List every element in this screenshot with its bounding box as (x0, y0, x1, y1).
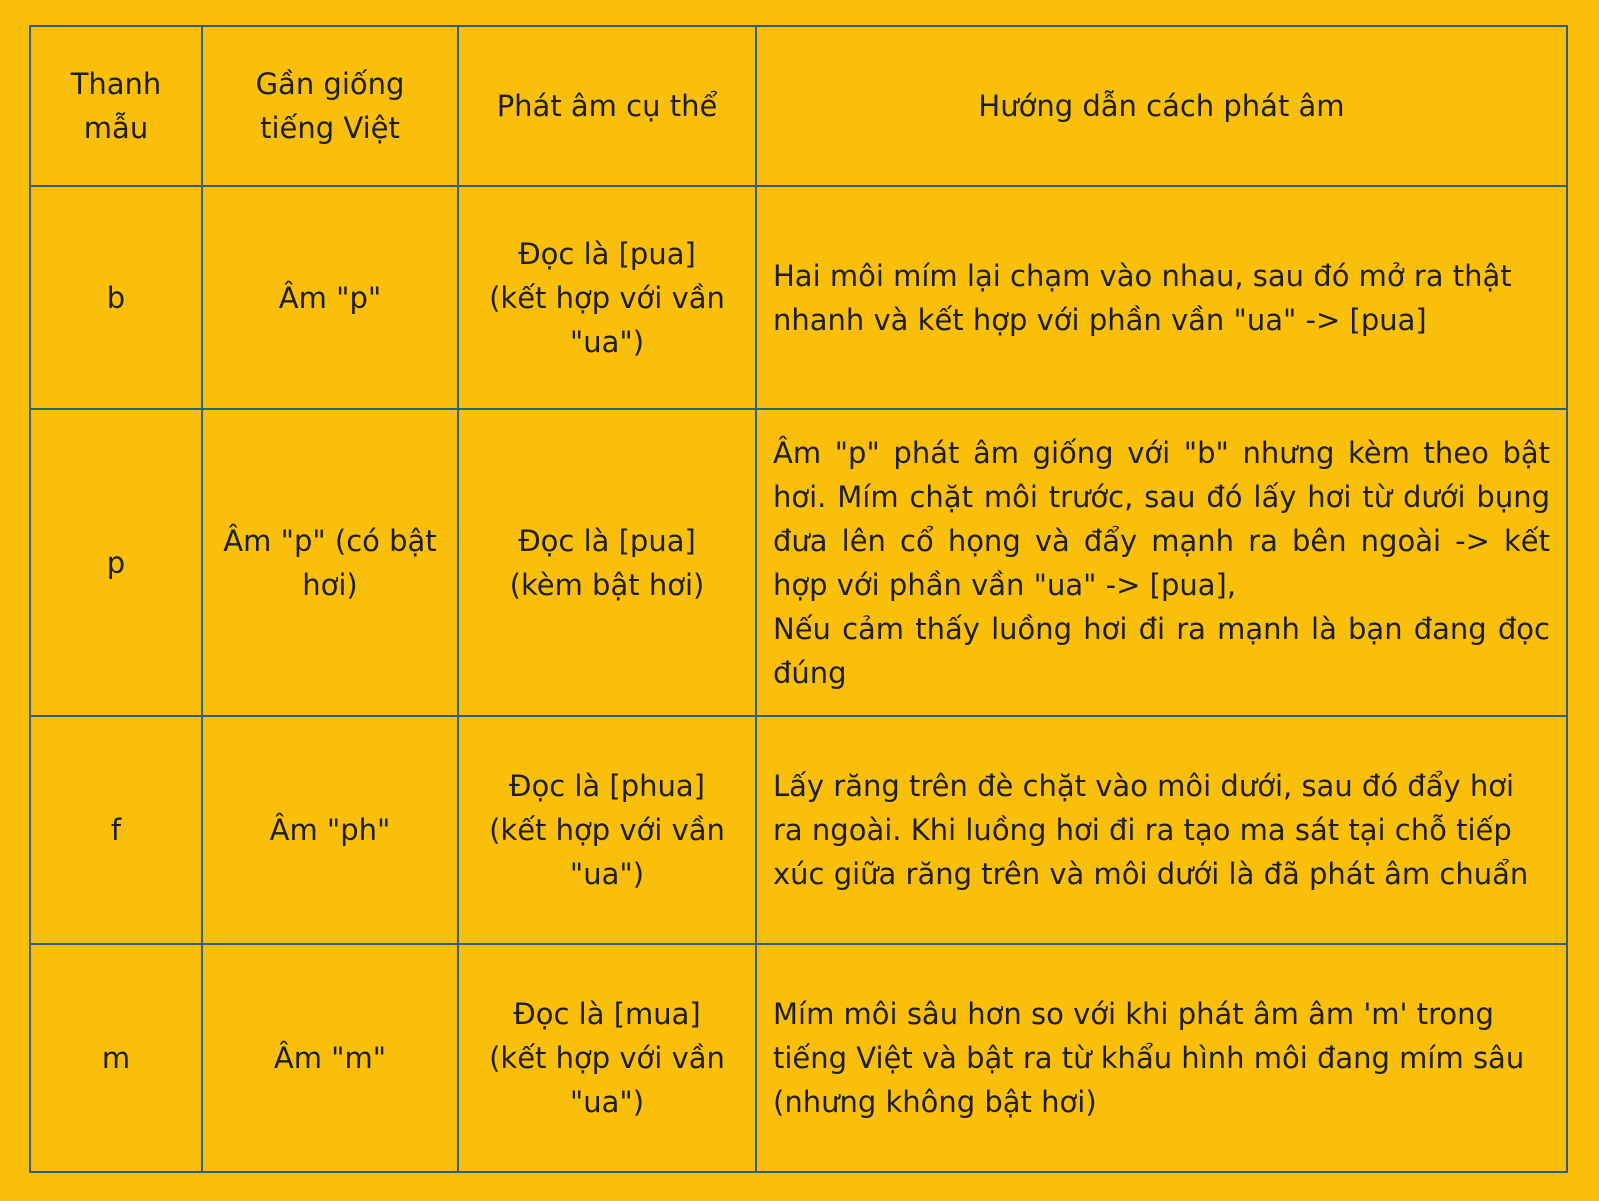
table-row (30, 186, 1567, 409)
pronunciation-table (29, 25, 1568, 1173)
reading-cell: Đọc là [pua] (kết hợp với vần "ua") (458, 186, 756, 409)
guide-cell: Lấy răng trên đè chặt vào môi dưới, sau đó đẩy hơi ra ngoài. Khi luồng hơi đi ra tạo ma sát tại chỗ tiếp xúc giữa răng trên và môi dưới là đã phát âm chuẩn (756, 716, 1567, 943)
similar-cell: Âm "p" (có bật hơi) (202, 409, 458, 716)
table-row (30, 716, 1567, 943)
initial-cell: b (30, 186, 202, 409)
header-similar-vietnamese: Gần giống tiếng Việt (202, 26, 458, 186)
guide-cell: Âm "p" phát âm giống với "b" nhưng kèm theo bật hơi. Mím chặt môi trước, sau đó lấy hơi từ dưới bụng đưa lên cổ họng và đẩy mạnh ra bên ngoài -> kết hợp với phần vần "ua" -> [pua], Nếu cảm thấy luồng hơi đi ra mạnh là bạn đang đọc đúng (756, 409, 1567, 716)
guide-cell: Mím môi sâu hơn so với khi phát âm âm 'm' trong tiếng Việt và bật ra từ khẩu hình môi đang mím sâu (nhưng không bật hơi) (756, 944, 1567, 1172)
header-row (30, 26, 1567, 186)
reading-cell: Đọc là [pua] (kèm bật hơi) (458, 409, 756, 716)
initial-cell: m (30, 944, 202, 1172)
table-row (30, 944, 1567, 1172)
reading-cell: Đọc là [mua] (kết hợp với vần "ua") (458, 944, 756, 1172)
reading-cell: Đọc là [phua] (kết hợp với vần "ua") (458, 716, 756, 943)
similar-cell: Âm "ph" (202, 716, 458, 943)
guide-cell: Hai môi mím lại chạm vào nhau, sau đó mở ra thật nhanh và kết hợp với phần vần "ua" -> [pua] (756, 186, 1567, 409)
initial-cell: f (30, 716, 202, 943)
similar-cell: Âm "m" (202, 944, 458, 1172)
header-initial: Thanh mẫu (30, 26, 202, 186)
header-pronunciation-guide: Hướng dẫn cách phát âm (756, 26, 1567, 186)
header-specific-reading: Phát âm cụ thể (458, 26, 756, 186)
similar-cell: Âm "p" (202, 186, 458, 409)
initial-cell: p (30, 409, 202, 716)
table-row (30, 409, 1567, 716)
